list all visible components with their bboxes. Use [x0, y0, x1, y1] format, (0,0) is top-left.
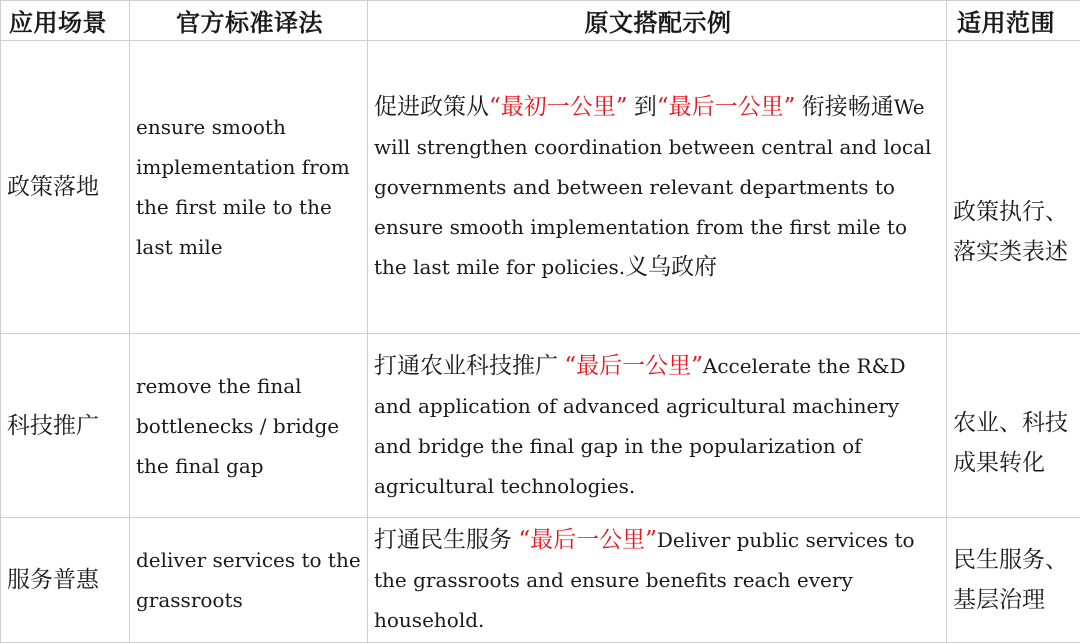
scope-cell: 政策执行、落实类表述 [947, 41, 1080, 334]
translation-cell: deliver services to the grassroots [130, 518, 368, 643]
table-row [1, 41, 1080, 334]
example-zh-after: 衔接畅通 [802, 94, 894, 120]
translation-cell: remove the final bottlenecks / bridge the final gap [130, 334, 368, 518]
example-zh-before: 打通农业科技推广 [374, 353, 558, 379]
example-en: Deliver public services to the grassroots and ensure benefits reach every household. [374, 528, 915, 632]
example-source: 义乌政府 [625, 254, 717, 280]
example-zh-before: 打通民生服务 [374, 527, 512, 553]
example-cell [368, 334, 947, 518]
example-cell [368, 41, 947, 334]
scope-cell: 农业、科技成果转化 [947, 334, 1080, 518]
example-zh-middle: 到 [634, 94, 657, 120]
example-cell [368, 518, 947, 643]
table-header-row [1, 1, 1080, 41]
example-highlight: “最后一公里” [564, 353, 703, 379]
header-translation: 官方标准译法 [130, 1, 368, 41]
scene-cell: 服务普惠 [1, 518, 130, 643]
example-zh-before: 促进政策从 [374, 94, 489, 120]
header-example: 原文搭配示例 [368, 1, 947, 41]
example-highlight: “最后一公里” [657, 94, 796, 120]
example-en: Accelerate the R&D and application of advanced agricultural machinery and bridge the final gap in the popularization of agricultural technologies. [374, 354, 906, 498]
example-en: We will strengthen coordination between central and local governments and between relevant departments to ensure smooth implementation from the first mile to the last mile for policies. [374, 95, 931, 279]
example-highlight: “最初一公里” [489, 94, 628, 120]
scene-cell: 政策落地 [1, 41, 130, 334]
table-row [1, 518, 1080, 643]
scene-cell: 科技推广 [1, 334, 130, 518]
header-scene: 应用场景 [1, 1, 130, 41]
translation-cell: ensure smooth implementation from the first mile to the last mile [130, 41, 368, 334]
scope-cell: 民生服务、基层治理 [947, 518, 1080, 643]
table-row [1, 334, 1080, 518]
example-highlight: “最后一公里” [518, 527, 657, 553]
header-scope: 适用范围 [947, 1, 1080, 41]
